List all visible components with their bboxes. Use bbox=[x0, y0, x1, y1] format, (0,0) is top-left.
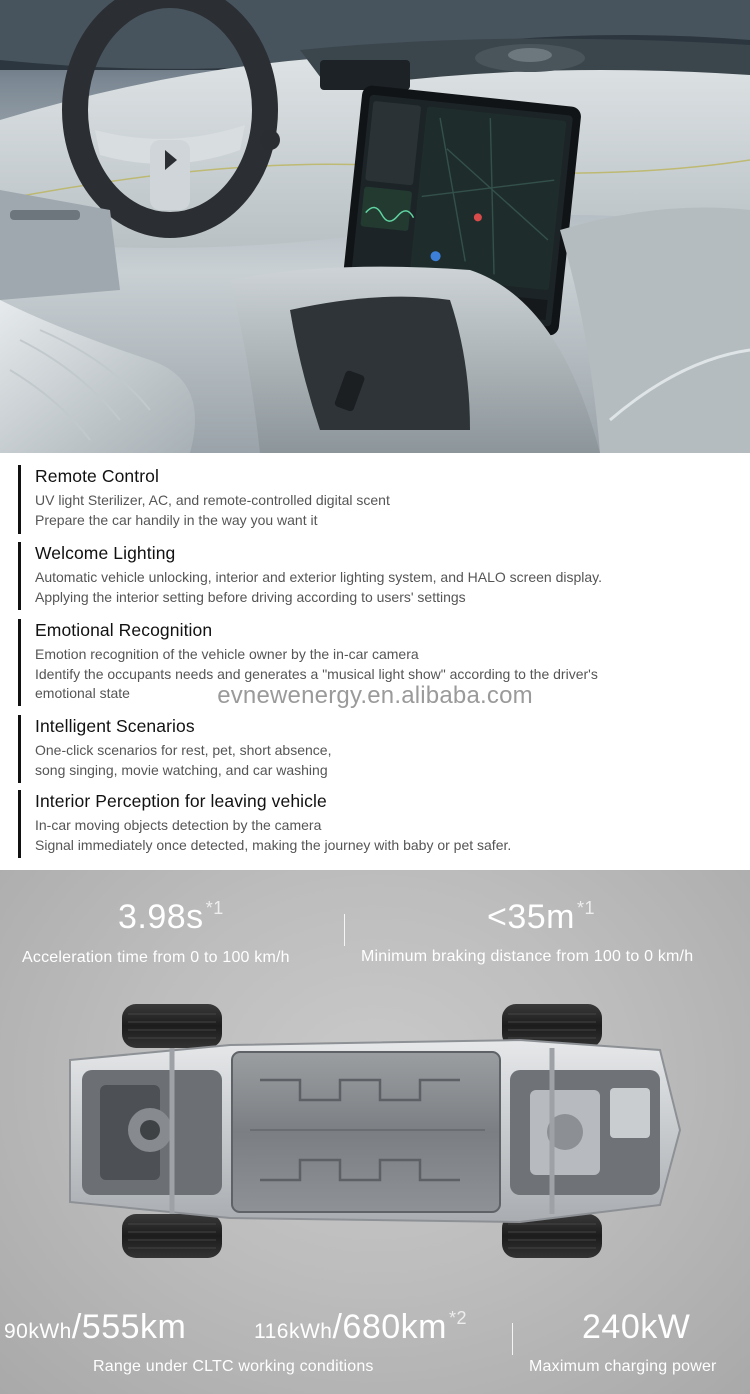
description-line: Automatic vehicle unlocking, interior and exterior lighting system, and HALO screen display. bbox=[35, 569, 603, 585]
description-line: Applying the interior setting before driving according to users' settings bbox=[35, 588, 466, 605]
feature-description bbox=[35, 568, 738, 607]
battery-capacity: 90kWh bbox=[4, 1320, 72, 1343]
feature-welcome-lighting bbox=[18, 542, 738, 610]
range-option-b bbox=[254, 1308, 467, 1347]
description-line: In-car moving objects detection by the camera bbox=[35, 817, 322, 833]
description-line: UV light Sterilizer, AC, and remote-controlled digital scent bbox=[35, 492, 390, 508]
footnote-mark: *1 bbox=[577, 898, 596, 918]
charging-power-value: 240kW bbox=[582, 1308, 691, 1346]
charging-power-caption: Maximum charging power bbox=[529, 1358, 717, 1375]
range-option-a bbox=[4, 1308, 186, 1347]
description-line: One-click scenarios for rest, pet, short absence, bbox=[35, 742, 332, 758]
footnote-mark: *2 bbox=[448, 1308, 467, 1328]
acceleration-number: 3.98s bbox=[118, 898, 204, 936]
interior-photo bbox=[0, 0, 750, 453]
feature-description bbox=[35, 816, 738, 855]
description-line: Signal immediately once detected, making the journey with baby or pet safer. bbox=[35, 836, 512, 853]
braking-value bbox=[487, 898, 595, 937]
feature-description bbox=[35, 741, 738, 780]
braking-number: <35m bbox=[487, 898, 575, 936]
range-caption: Range under CLTC working conditions bbox=[93, 1358, 374, 1375]
feature-title: Interior Perception for leaving vehicle bbox=[35, 791, 327, 811]
description-line: Emotion recognition of the vehicle owner by the in-car camera bbox=[35, 646, 419, 662]
range-value: /680km bbox=[332, 1308, 447, 1346]
feature-intelligent-scenarios bbox=[18, 715, 738, 783]
footnote-mark: *1 bbox=[205, 898, 224, 918]
feature-title: Welcome Lighting bbox=[35, 543, 176, 563]
range-value: /555km bbox=[71, 1308, 187, 1346]
feature-title: Emotional Recognition bbox=[35, 620, 213, 640]
description-line: Identify the occupants needs and generates a "musical light show" according to the driver's bbox=[35, 665, 598, 682]
description-line: song singing, movie watching, and car washing bbox=[35, 761, 328, 778]
feature-list bbox=[0, 453, 750, 870]
chassis-illustration bbox=[0, 990, 750, 1270]
description-line: Prepare the car handily in the way you want it bbox=[35, 511, 318, 528]
description-line: emotional state bbox=[35, 685, 130, 702]
feature-remote-control bbox=[18, 465, 738, 534]
feature-title: Intelligent Scenarios bbox=[35, 716, 195, 736]
feature-title: Remote Control bbox=[35, 466, 159, 486]
acceleration-value bbox=[118, 898, 224, 937]
divider bbox=[344, 914, 345, 946]
feature-description bbox=[35, 491, 738, 530]
feature-interior-perception bbox=[18, 790, 738, 858]
acceleration-caption: Acceleration time from 0 to 100 km/h bbox=[22, 949, 290, 966]
braking-caption: Minimum braking distance from 100 to 0 km/h bbox=[361, 948, 694, 965]
chassis-panel bbox=[0, 870, 750, 1394]
divider bbox=[512, 1323, 513, 1355]
battery-capacity: 116kWh bbox=[254, 1320, 333, 1343]
car-interior-illustration bbox=[0, 0, 750, 453]
watermark: evnewenergy.en.alibaba.com bbox=[217, 682, 533, 709]
